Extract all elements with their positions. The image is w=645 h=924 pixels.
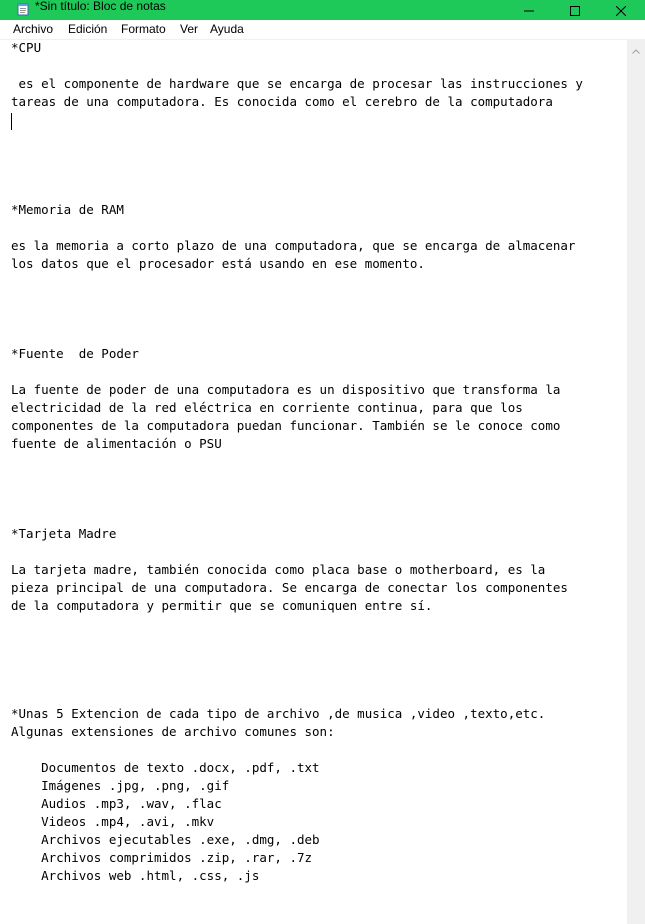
editor-line: tareas de una computadora. Es conocida como el cerebro de la computadora: [11, 94, 553, 109]
editor-line: *Memoria de RAM: [11, 202, 124, 217]
text-editor[interactable]: [0, 40, 627, 924]
editor-line: pieza principal de una computadora. Se encarga de conectar los componentes: [11, 580, 568, 595]
menu-ayuda[interactable]: Ayuda: [210, 22, 244, 36]
close-button[interactable]: [598, 0, 644, 20]
chevron-up-icon: [632, 39, 640, 58]
editor-line: La tarjeta madre, también conocida como placa base o motherboard, es la: [11, 562, 546, 577]
title-bar[interactable]: [0, 0, 645, 20]
vertical-scrollbar[interactable]: [627, 40, 645, 924]
editor-line: La fuente de poder de una computadora es un dispositivo que transforma la: [11, 382, 561, 397]
editor-line: Archivos web .html, .css, .js: [11, 868, 260, 883]
editor-line: electricidad de la red eléctrica en corriente continua, para que los: [11, 400, 523, 415]
window-title: *Sin título: Bloc de notas: [35, 0, 166, 13]
notepad-icon: [17, 1, 29, 14]
minimize-icon: [524, 1, 534, 20]
editor-line: *Unas 5 Extencion de cada tipo de archivo ,de musica ,video ,texto,etc.: [11, 706, 546, 721]
editor-line: *Fuente de Poder: [11, 346, 139, 361]
menu-bar: [0, 20, 645, 40]
editor-line: de la computadora y permitir que se comuniquen entre sí.: [11, 598, 433, 613]
maximize-button[interactable]: [552, 0, 598, 20]
maximize-icon: [570, 1, 580, 20]
editor-line: es la memoria a corto plazo de una computadora, que se encarga de almacenar: [11, 238, 576, 253]
menu-ver[interactable]: Ver: [180, 22, 199, 36]
editor-line: Archivos comprimidos .zip, .rar, .7z: [11, 850, 313, 865]
editor-line: los datos que el procesador está usando en ese momento.: [11, 256, 425, 271]
editor-line: componentes de la computadora puedan funcionar. También se le conoce como: [11, 418, 561, 433]
editor-line: *Tarjeta Madre: [11, 526, 117, 541]
close-icon: [616, 1, 626, 20]
minimize-button[interactable]: [506, 0, 552, 20]
menu-formato[interactable]: Formato: [121, 22, 166, 36]
editor-line: fuente de alimentación o PSU: [11, 436, 222, 451]
editor-line: Audios .mp3, .wav, .flac: [11, 796, 222, 811]
menu-archivo[interactable]: Archivo: [13, 22, 54, 36]
editor-line: es el componente de hardware que se encarga de procesar las instrucciones y: [11, 76, 583, 91]
editor-line: Archivos ejecutables .exe, .dmg, .deb: [11, 832, 320, 847]
menu-edicion[interactable]: Edición: [68, 22, 108, 36]
editor-line: Videos .mp4, .avi, .mkv: [11, 814, 215, 829]
editor-line: Documentos de texto .docx, .pdf, .txt: [11, 760, 320, 775]
text-caret: [11, 113, 12, 130]
editor-line: Imágenes .jpg, .png, .gif: [11, 778, 230, 793]
editor-line: Algunas extensiones de archivo comunes son:: [11, 724, 335, 739]
scroll-up-button[interactable]: [627, 40, 645, 57]
editor-line: *CPU: [11, 40, 42, 55]
